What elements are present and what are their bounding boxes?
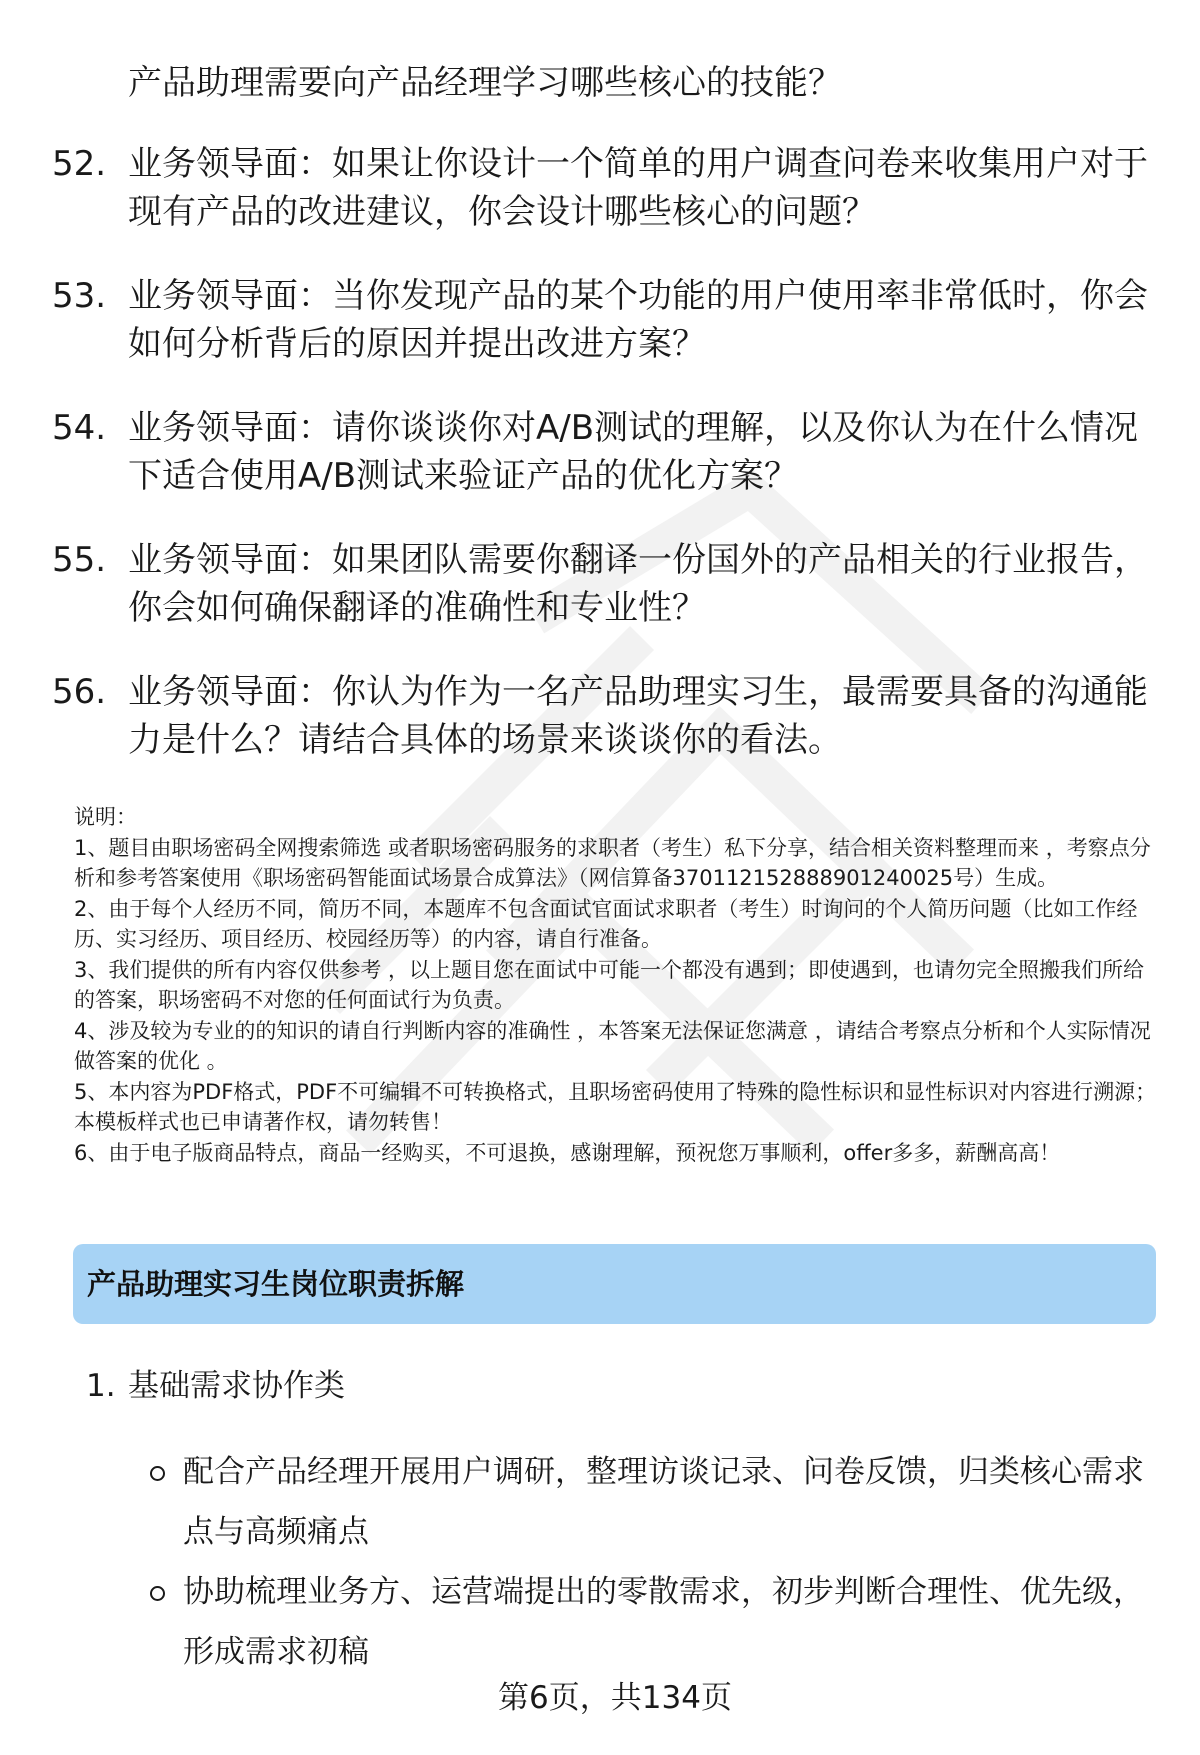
question-item xyxy=(52,140,1152,236)
duty-text: 协助梳理业务方、运营端提出的零散需求，初步判断合理性、优先级，形成需求初稿 xyxy=(183,1574,1144,1670)
section-header-bar xyxy=(73,1244,1156,1324)
duty-bullet-list xyxy=(150,1442,1160,1682)
duty-bullet-item xyxy=(150,1442,1160,1562)
duty-bullet-item xyxy=(150,1562,1160,1682)
question-number: 53. xyxy=(52,276,107,316)
category-number: 1. xyxy=(86,1368,116,1404)
question-number: 52. xyxy=(52,144,107,184)
notes-heading: 说明： xyxy=(74,805,137,829)
question-text: 业务领导面：请你谈谈你对A/B测试的理解，以及你认为在什么情况下适合使用A/B测试来验证产品的优化方案？ xyxy=(128,408,1139,496)
question-list xyxy=(52,140,1152,800)
question-text: 业务领导面：你认为作为一名产品助理实习生，最需要具备的沟通能力是什么？请结合具体的场景来谈谈你的看法。 xyxy=(128,672,1148,760)
duty-text: 配合产品经理开展用户调研，整理访谈记录、问卷反馈，归类核心需求点与高频痛点 xyxy=(183,1454,1144,1550)
category-label: 基础需求协作类 xyxy=(128,1368,345,1404)
note-item: 1、题目由职场密码全网搜索筛选 或者职场密码服务的求职者（考生）私下分享，结合相关资料整理而来 ，考察点分析和参考答案使用《职场密码智能面试场景合成算法》（网信算备370112152888901240025号）生成。 xyxy=(74,835,1151,890)
question-item xyxy=(52,536,1152,632)
question-number: 56. xyxy=(52,672,107,712)
question-number: 54. xyxy=(52,408,107,448)
page-footer: 第6页，共134页 xyxy=(498,1680,732,1716)
note-item: 6、由于电子版商品特点，商品一经购买，不可退换，感谢理解，预祝您万事顺利，offer多多，薪酬高高！ xyxy=(74,1140,1061,1165)
question-text: 业务领导面：如果让你设计一个简单的用户调查问卷来收集用户对于现有产品的改进建议，你会设计哪些核心的问题？ xyxy=(128,144,1148,232)
note-item: 5、本内容为PDF格式，PDF不可编辑不可转换格式，且职场密码使用了特殊的隐性标识和显性标识对内容进行溯源；本模板样式也已申请著作权，请勿转售！ xyxy=(74,1079,1157,1134)
note-item: 3、我们提供的所有内容仅供参考 ，以上题目您在面试中可能一个都没有遇到；即使遇到，也请勿完全照搬我们所给的答案，职场密码不对您的任何面试行为负责。 xyxy=(74,957,1145,1012)
hollow-bullet-icon xyxy=(150,1586,165,1601)
question-item xyxy=(52,272,1152,368)
note-item: 4、涉及较为专业的的知识的请自行判断内容的准确性 ，本答案无法保证您满意 ，请结合考察点分析和个人实际情况做答案的优化 。 xyxy=(74,1018,1151,1073)
question-item xyxy=(52,668,1152,764)
hollow-bullet-icon xyxy=(150,1466,165,1481)
question-number: 55. xyxy=(52,540,107,580)
continued-question-line: 产品助理需要向产品经理学习哪些核心的技能？ xyxy=(128,63,842,103)
category-heading xyxy=(86,1364,345,1408)
note-item: 2、由于每个人经历不同，简历不同，本题库不包含面试官面试求职者（考生）时询问的个人简历问题（比如工作经历、实习经历、项目经历、校园经历等）的内容，请自行准备。 xyxy=(74,896,1138,951)
notes-block xyxy=(74,802,1160,1168)
question-item xyxy=(52,404,1152,500)
question-text: 业务领导面：如果团队需要你翻译一份国外的产品相关的行业报告，你会如何确保翻译的准确性和专业性？ xyxy=(128,540,1148,628)
question-text: 业务领导面：当你发现产品的某个功能的用户使用率非常低时，你会如何分析背后的原因并提出改进方案？ xyxy=(128,276,1148,364)
section-title: 产品助理实习生岗位职责拆解 xyxy=(87,1267,465,1301)
